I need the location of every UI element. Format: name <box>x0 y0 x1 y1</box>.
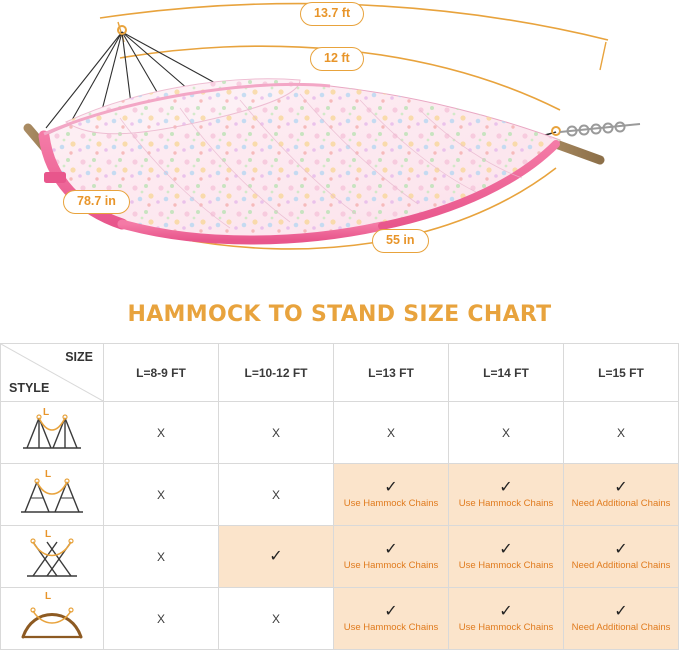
cell-r1c2: X <box>219 402 334 464</box>
cell-r2c1: X <box>104 464 219 526</box>
style-axis-label: STYLE <box>9 381 50 395</box>
style-length-label: L <box>43 407 50 418</box>
dimension-badge-total-length: 13.7 ft <box>300 2 364 26</box>
cell-r4c4 <box>449 588 564 650</box>
cell-r4c2: X <box>219 588 334 650</box>
table-row <box>1 526 679 588</box>
cell-note: Use Hammock Chains <box>458 497 554 509</box>
table-row <box>1 402 679 464</box>
tripod-stand-icon <box>9 408 95 458</box>
check-icon: ✓ <box>384 478 398 496</box>
column-header-2: L=10-12 FT <box>219 344 334 402</box>
column-header-1: L=8-9 FT <box>104 344 219 402</box>
cell-r1c1: X <box>104 402 219 464</box>
check-icon: ✓ <box>269 547 283 565</box>
table-row <box>1 588 679 650</box>
hammock-illustration <box>0 0 679 280</box>
cell-r4c3 <box>334 588 449 650</box>
hammock-to-stand-size-chart <box>0 343 679 650</box>
cell-r2c5 <box>564 464 679 526</box>
check-icon: ✓ <box>499 540 513 558</box>
check-icon: ✓ <box>499 602 513 620</box>
product-image <box>0 0 679 280</box>
cell-note: Use Hammock Chains <box>343 559 439 571</box>
cell-r1c5: X <box>564 402 679 464</box>
style-cell-tripod-stand <box>1 402 104 464</box>
cell-note: Use Hammock Chains <box>343 497 439 509</box>
cell-r2c4 <box>449 464 564 526</box>
check-icon: ✓ <box>614 602 628 620</box>
dimension-badge-spreader-bar: 78.7 in <box>63 190 130 214</box>
check-icon: ✓ <box>499 478 513 496</box>
cell-r4c1: X <box>104 588 219 650</box>
column-header-4: L=14 FT <box>449 344 564 402</box>
check-icon: ✓ <box>384 540 398 558</box>
check-icon: ✓ <box>384 602 398 620</box>
style-length-label: L <box>45 591 52 602</box>
style-length-label: L <box>45 529 52 540</box>
cell-note: Use Hammock Chains <box>458 559 554 571</box>
table-header-row <box>1 344 679 402</box>
cell-note: Need Additional Chains <box>571 559 671 571</box>
cell-note: Need Additional Chains <box>571 621 671 633</box>
chart-title: HAMMOCK TO STAND SIZE CHART <box>127 302 552 327</box>
cell-r1c4: X <box>449 402 564 464</box>
check-icon: ✓ <box>614 478 628 496</box>
a-frame-stand-icon <box>9 470 95 520</box>
column-header-3: L=13 FT <box>334 344 449 402</box>
style-cell-x-frame-stand <box>1 526 104 588</box>
cell-r3c5 <box>564 526 679 588</box>
cell-r2c2: X <box>219 464 334 526</box>
column-header-5: L=15 FT <box>564 344 679 402</box>
cell-note: Use Hammock Chains <box>458 621 554 633</box>
cell-r4c5 <box>564 588 679 650</box>
table-row <box>1 464 679 526</box>
curved-arc-stand-icon <box>9 593 95 645</box>
style-cell-a-frame-stand <box>1 464 104 526</box>
cell-r1c3: X <box>334 402 449 464</box>
corner-header-cell <box>1 344 104 402</box>
style-length-label: L <box>45 469 52 480</box>
size-axis-label: SIZE <box>65 350 93 364</box>
dimension-badge-bed-width: 55 in <box>372 229 429 253</box>
cell-r3c4 <box>449 526 564 588</box>
x-frame-stand-icon <box>9 530 95 584</box>
cell-note: Need Additional Chains <box>571 497 671 509</box>
dimension-badge-bed-length: 12 ft <box>310 47 364 71</box>
style-cell-curved-arc-stand <box>1 588 104 650</box>
cell-r2c3 <box>334 464 449 526</box>
cell-r3c2 <box>219 526 334 588</box>
cell-r3c1: X <box>104 526 219 588</box>
cell-r3c3 <box>334 526 449 588</box>
cell-note: Use Hammock Chains <box>343 621 439 633</box>
check-icon: ✓ <box>614 540 628 558</box>
